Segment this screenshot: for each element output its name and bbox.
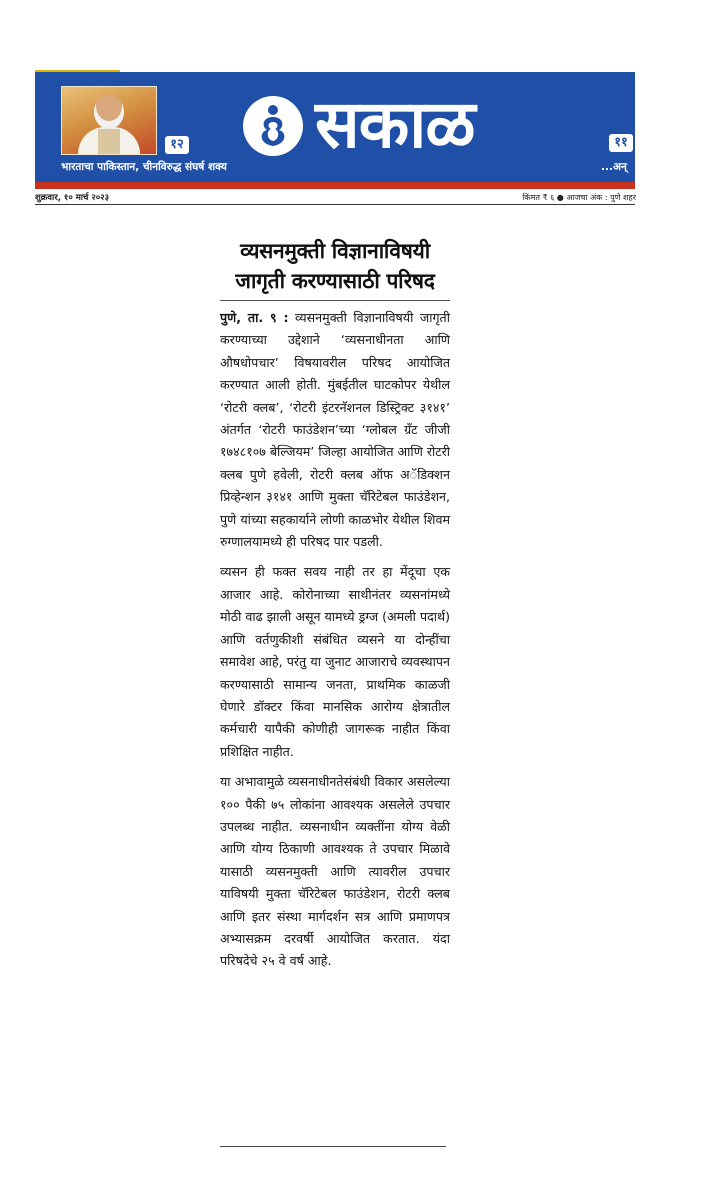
photo-figure-face	[94, 95, 124, 129]
teaser-headline-left[interactable]: भारताचा पाकिस्तान, चीनविरुद्ध संघर्ष शक्य	[61, 161, 227, 173]
article-paragraph-1-text: व्यसनमुक्ती विज्ञानाविषयी जागृती करण्याच्या उद्देशाने ‘व्यसनाधीनता आणि औषधोपचार’ विषयावरील परिषद आयोजित करण्यात आली होती. मुंबईतील घाटकोपर येथील ‘रोटरी क्लब’, ‘रोटरी इंटरनॅशनल डिस्ट्रिक्ट ३१४१’ अंतर्गत ‘रोटरी फाउंडेशन’च्या ‘ग्लोबल ग्रँट जीजी १७४८१०७ बेल्जियम’ जिल्हा आयोजित आणि रोटरी क्लब पुणे हवेली, रोटरी क्लब ऑफ अॅडिक्शन प्रिव्हेन्शन ३१४१ आणि मुक्ता चॅरिटेबल फाउंडेशन, पुणे यांच्या सहकार्याने लोणी काळभोर येथील शिवम रुग्णालयामध्ये ही परिषद पार पडली.	[220, 310, 450, 550]
teaser-page-number-right[interactable]: ११	[609, 134, 633, 152]
sakal-emblem-icon	[241, 94, 305, 158]
article-end-rule	[220, 1146, 446, 1147]
brand-wordmark: सकाळ	[315, 86, 475, 163]
teaser-headline-right[interactable]: ...अन्	[601, 161, 627, 173]
article-paragraph-2: व्यसन ही फक्त सवय नाही तर हा मेंदूचा एक आजार आहे. कोरोनाच्या साथीनंतर व्यसनांमध्ये मोठी वाढ झाली असून यामध्ये ड्रग्ज (अमली पदार्थ) आणि वर्तणुकीशी संबंधित व्यसने या दोन्हींचा समावेश आहे, परंतु या जुनाट आजाराचे व्यवस्थापन करण्यासाठी सामान्य जनता, प्राथमिक काळजी घेणारे डॉक्टर किंवा मानसिक आरोग्य क्षेत्रातील कर्मचारी यापैकी कोणीही जागरूक नाहीत किंवा प्रशिक्षित नाहीत.	[220, 564, 451, 759]
photo-figure-vest	[98, 129, 120, 154]
article-paragraph-1	[220, 307, 450, 553]
newspaper-masthead	[35, 72, 635, 188]
article-paragraph-3: या अभावामुळे व्यसनाधीनतेसंबंधी विकार असलेल्या १०० पैकी ७५ लोकांना आवश्यक असलेले उपचार उपलब्ध नाहीत. व्यसनाधीन व्यक्तींना योग्य वेळी आणि योग्य ठिकाणी आवश्यक ते उपचार मिळावे यासाठी व्यसनमुक्ती आणि त्यावरील उपचार याविषयी मुक्ता चॅरिटेबल फाउंडेशन, रोटरी क्लब आणि इतर संस्था मार्गदर्शन सत्र आणि प्रमाणपत्र अभ्यासक्रम दरवर्षी आयोजित करतात. यंदा परिषदेचे २५ वे वर्ष आहे.	[220, 774, 450, 969]
news-article	[220, 236, 450, 981]
masthead-divider	[35, 204, 635, 205]
article-dateline: पुणे, ता. ९ :	[220, 310, 289, 325]
headline-divider	[220, 300, 450, 301]
teaser-page-number-left[interactable]: १२	[165, 136, 189, 154]
teaser-photo[interactable]	[61, 86, 157, 155]
issue-date: शुक्रवार, १० मार्च २०२३	[35, 193, 110, 203]
article-headline: व्यसनमुक्ती विज्ञानाविषयी जागृती करण्यासाठी परिषद	[235, 239, 435, 293]
masthead-red-band	[35, 182, 635, 189]
issue-price-edition: किंमत ₹ ६ ● आजचा अंक : पुणे शहर	[522, 193, 636, 202]
